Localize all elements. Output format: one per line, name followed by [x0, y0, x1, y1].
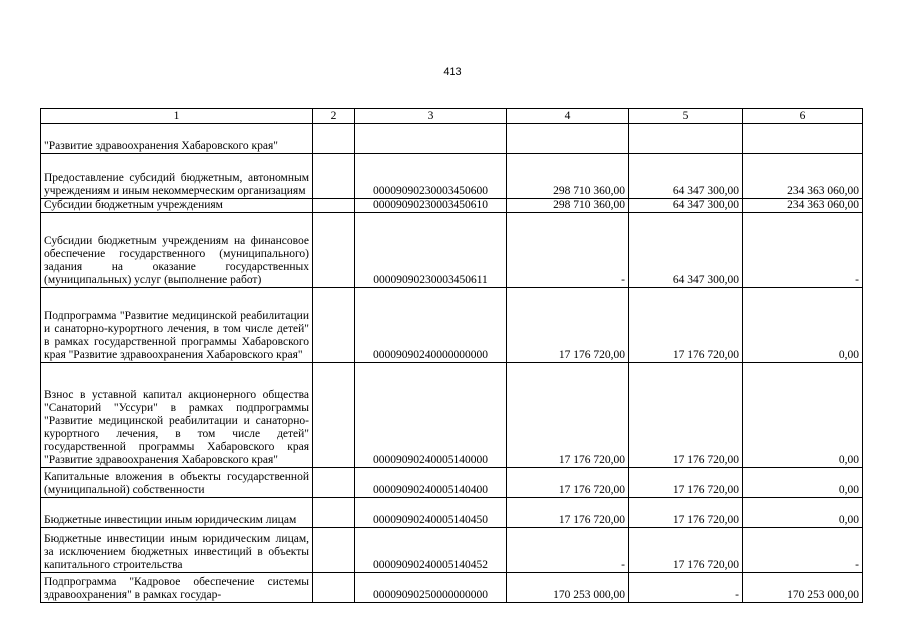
table-row: [41, 528, 863, 573]
table-row: [41, 213, 863, 288]
code-cell: 00009090230003450610: [355, 199, 507, 213]
column-2-cell: [313, 288, 355, 363]
column-2-cell: [313, 498, 355, 528]
table-row: [41, 154, 863, 199]
amount-col4-cell: 17 176 720,00: [507, 468, 629, 498]
amount-col4-cell: 170 253 000,00: [507, 573, 629, 603]
column-2-cell: [313, 363, 355, 468]
amount-col6-cell: 0,00: [743, 498, 863, 528]
amount-col5-cell: 17 176 720,00: [629, 288, 743, 363]
column-2-cell: [313, 528, 355, 573]
table-row: [41, 288, 863, 363]
amount-col5-cell: 64 347 300,00: [629, 154, 743, 199]
column-header: 6: [743, 109, 863, 124]
code-cell: 00009090230003450611: [355, 213, 507, 288]
amount-col5-cell: 64 347 300,00: [629, 199, 743, 213]
amount-col4-cell: 17 176 720,00: [507, 363, 629, 468]
page-number: 413: [443, 66, 462, 78]
amount-col6-cell: 170 253 000,00: [743, 573, 863, 603]
code-cell: 00009090240005140400: [355, 468, 507, 498]
row-name-cell: "Развитие здравоохранения Хабаровского края": [41, 124, 313, 154]
amount-col4-cell: 298 710 360,00: [507, 199, 629, 213]
column-2-cell: [313, 468, 355, 498]
amount-col5-cell: 17 176 720,00: [629, 528, 743, 573]
amount-col6-cell: 0,00: [743, 363, 863, 468]
code-cell: 00009090250000000000: [355, 573, 507, 603]
amount-col4-cell: -: [507, 528, 629, 573]
budget-table: [40, 108, 863, 603]
table-row: [41, 363, 863, 468]
table-row: [41, 124, 863, 154]
code-cell: 00009090240000000000: [355, 288, 507, 363]
amount-col4-cell: 298 710 360,00: [507, 154, 629, 199]
column-2-cell: [313, 199, 355, 213]
amount-col4-cell: 17 176 720,00: [507, 288, 629, 363]
row-name-cell: Бюджетные инвестиции иным юридическим лицам: [41, 498, 313, 528]
amount-col6-cell: [743, 124, 863, 154]
row-name-cell: Предоставление субсидий бюджетным, автономным учреждениям и иным некоммерческим организациям: [41, 154, 313, 199]
amount-col6-cell: 234 363 060,00: [743, 199, 863, 213]
column-header: 5: [629, 109, 743, 124]
amount-col4-cell: -: [507, 213, 629, 288]
amount-col4-cell: [507, 124, 629, 154]
column-2-cell: [313, 213, 355, 288]
row-name-cell: Подпрограмма "Развитие медицинской реабилитации и санаторно-курортного лечения, в том числе детей" в рамках государственной программы Хабаровского края "Развитие здравоохранения Хабаровского края": [41, 288, 313, 363]
column-header: 4: [507, 109, 629, 124]
row-name-cell: Субсидии бюджетным учреждениям на финансовое обеспечение государственного (муниципального) задания на оказание государственных (муниципальных) услуг (выполнение работ): [41, 213, 313, 288]
amount-col6-cell: 0,00: [743, 468, 863, 498]
column-header: 1: [41, 109, 313, 124]
amount-col6-cell: 234 363 060,00: [743, 154, 863, 199]
table-row: [41, 573, 863, 603]
amount-col4-cell: 17 176 720,00: [507, 498, 629, 528]
table-header-row: [41, 109, 863, 124]
column-2-cell: [313, 573, 355, 603]
amount-col5-cell: 17 176 720,00: [629, 468, 743, 498]
amount-col5-cell: 64 347 300,00: [629, 213, 743, 288]
table-row: [41, 468, 863, 498]
code-cell: 00009090240005140450: [355, 498, 507, 528]
column-2-cell: [313, 154, 355, 199]
amount-col6-cell: -: [743, 528, 863, 573]
table-row: [41, 199, 863, 213]
column-header: 2: [313, 109, 355, 124]
amount-col6-cell: 0,00: [743, 288, 863, 363]
row-name-cell: Бюджетные инвестиции иным юридическим лицам, за исключением бюджетных инвестиций в объекты капитального строительства: [41, 528, 313, 573]
row-name-cell: Подпрограмма "Кадровое обеспечение системы здравоохранения" в рамках государ-: [41, 573, 313, 603]
amount-col6-cell: -: [743, 213, 863, 288]
amount-col5-cell: [629, 124, 743, 154]
amount-col5-cell: 17 176 720,00: [629, 363, 743, 468]
row-name-cell: Субсидии бюджетным учреждениям: [41, 199, 313, 213]
amount-col5-cell: 17 176 720,00: [629, 498, 743, 528]
row-name-cell: Взнос в уставной капитал акционерного общества "Санаторий "Уссури" в рамках подпрограммы "Развитие медицинской реабилитации и санаторно-курортного лечения, в том числе детей" государственной программы Хабаровского края "Развитие здравоохранения Хабаровского края": [41, 363, 313, 468]
code-cell: 00009090230003450600: [355, 154, 507, 199]
column-2-cell: [313, 124, 355, 154]
column-header: 3: [355, 109, 507, 124]
code-cell: 00009090240005140000: [355, 363, 507, 468]
amount-col5-cell: -: [629, 573, 743, 603]
row-name-cell: Капитальные вложения в объекты государственной (муниципальной) собственности: [41, 468, 313, 498]
code-cell: [355, 124, 507, 154]
code-cell: 00009090240005140452: [355, 528, 507, 573]
table-row: [41, 498, 863, 528]
